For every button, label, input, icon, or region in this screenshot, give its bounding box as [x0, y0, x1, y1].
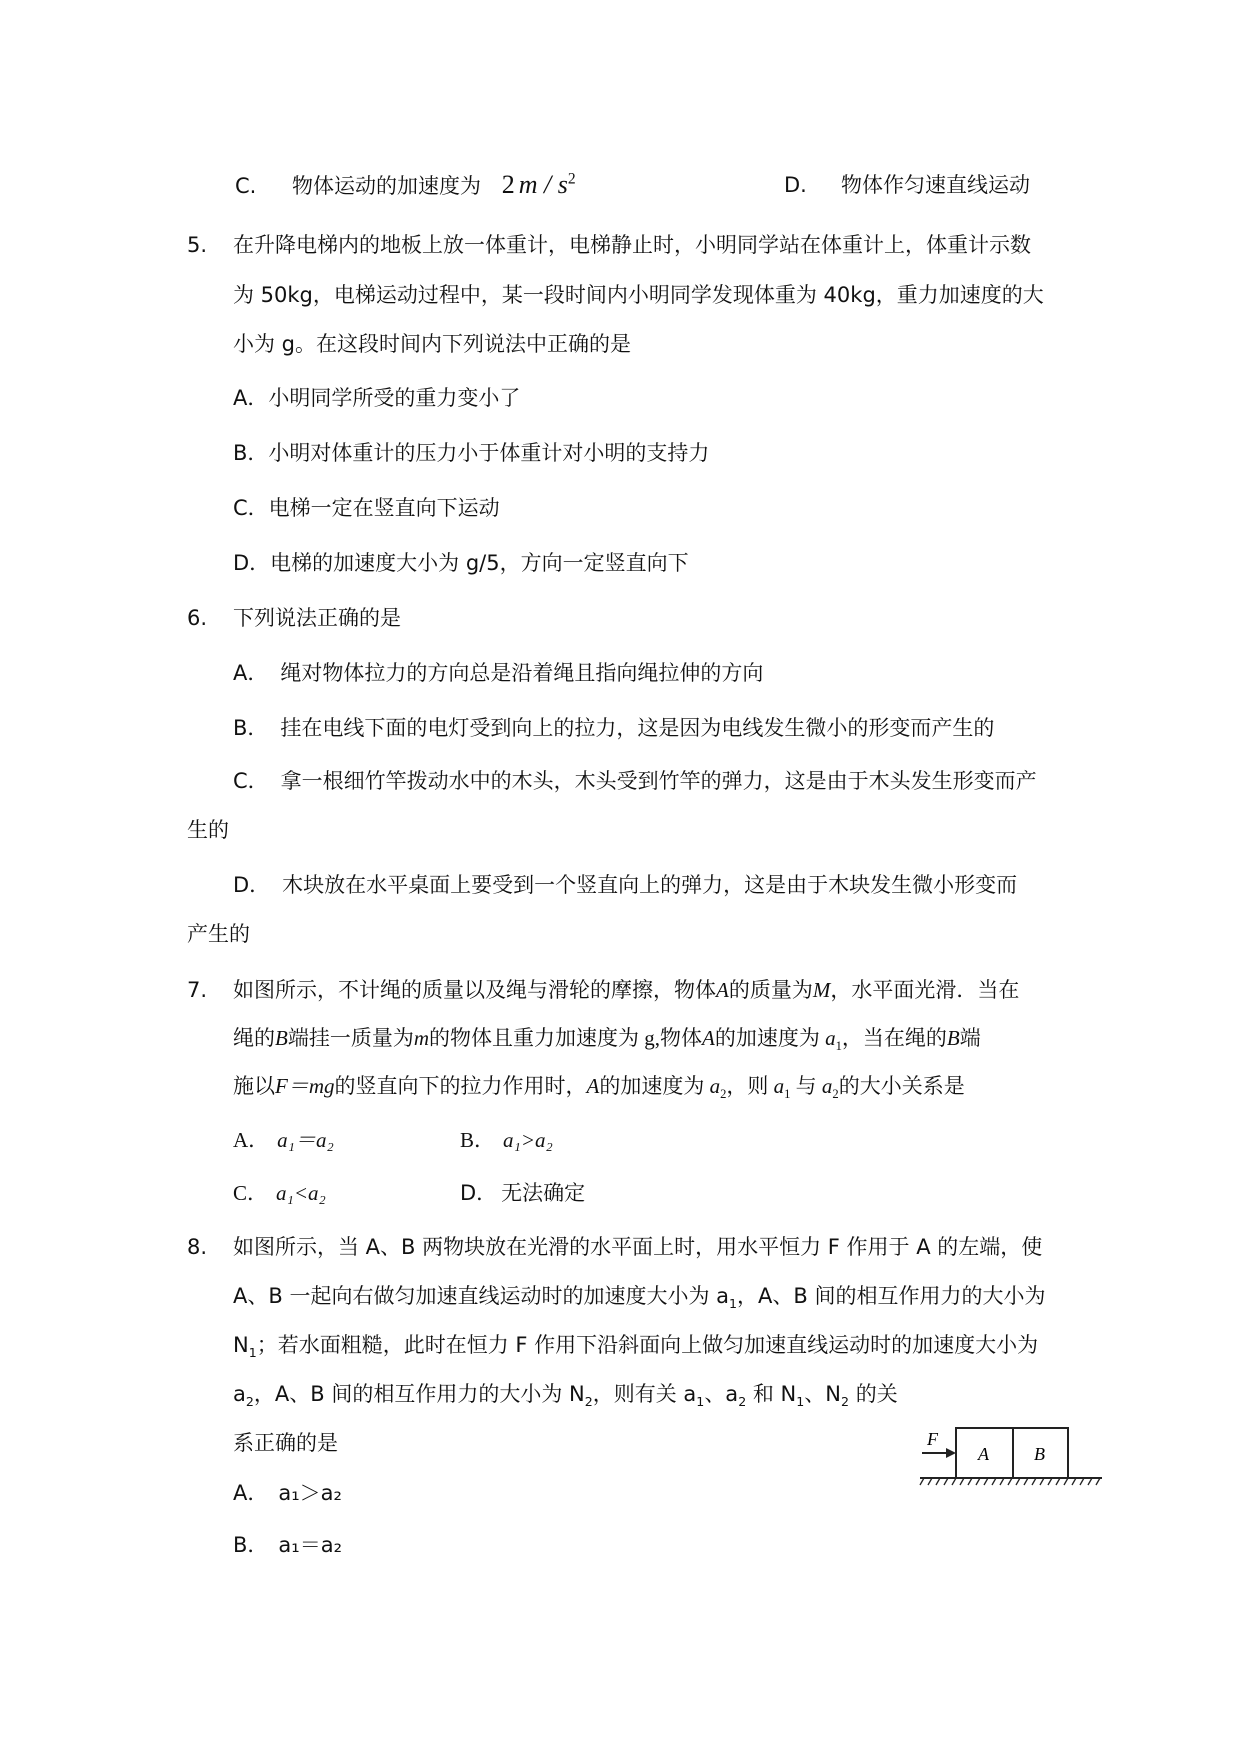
math-expression: 2 m / $s^2$ [501, 170, 576, 199]
option-text: 物体运动的加速度为 [292, 174, 481, 198]
q8-stem-line5: 系正确的是 [233, 1431, 338, 1455]
option-text: 挂在电线下面的电灯受到向上的拉力，这是因为电线发生微小的形变而产生的 [280, 716, 995, 740]
q5-option-c: C．电梯一定在竖直向下运动 [233, 496, 500, 520]
q8-stem-line3: $N_1$；若水面粗糙，此时在恒力 F 作用下沿斜面向上做匀加速直线运动时的加速度大小为 [233, 1333, 1039, 1361]
block-a-label: A [978, 1444, 989, 1464]
option-text: 拿一根细竹竿拨动水中的木头，木头受到竹竿的弹力，这是由于木头发生形变而产 [280, 769, 1037, 793]
q7-option-d: D． 无法确定 [460, 1181, 586, 1205]
option-label: D. [784, 173, 807, 197]
q7-stem-line3: 施以F＝mg的竖直向下的拉力作用时，A的加速度为 $a_2$，则 $a_1$ 与 $a_2$的大小关系是 [233, 1074, 965, 1102]
q8-blocks-figure [912, 1420, 1112, 1490]
option-label: B． [233, 716, 269, 740]
q7-stem-line2: 绳的B端挂一质量为m的物体且重力加速度为 g,物体A的加速度为 $a_1$，当在绳的B端 [233, 1026, 981, 1054]
q7-stem-line1: 如图所示，不计绳的质量以及绳与滑轮的摩擦，物体A的质量为M，水平面光滑．当在 [233, 978, 1020, 1002]
force-label: F [927, 1429, 938, 1449]
option-text: 绳对物体拉力的方向总是沿着绳且指向绳拉伸的方向 [280, 661, 764, 685]
question-number-8: 8. [187, 1235, 208, 1259]
option-text: 物体作匀速直线运动 [841, 173, 1030, 197]
q6-option-c [233, 766, 1037, 796]
q4-option-c [235, 170, 576, 201]
question-number-5: 5. [187, 233, 208, 257]
ground-hatching [920, 1478, 1100, 1485]
option-label: C. [235, 174, 257, 198]
q7-option-a: A． a₁＝a₂ [233, 1128, 334, 1152]
q8-stem-line4: $a_2$，A、B 间的相互作用力的大小为 $N_2$，则有关 $a_1$、$a_2$ 和 $N_1$、$N_2$ 的关 [233, 1382, 898, 1410]
q6-option-c-cont: 生的 [187, 818, 229, 842]
option-text: 木块放在水平桌面上要受到一个竖直向上的弹力，这是由于木块发生微小形变而 [282, 873, 1018, 897]
q5-stem-line3: 小为 g。在这段时间内下列说法中正确的是 [233, 332, 632, 356]
q5-option-b: B．小明对体重计的压力小于体重计对小明的支持力 [233, 441, 710, 465]
q8-option-b: B． a₁＝a₂ [233, 1533, 342, 1557]
q8-option-a: A． a₁＞a₂ [233, 1481, 342, 1505]
option-label: C． [233, 769, 269, 793]
q5-stem-line1: 在升降电梯内的地板上放一体重计，电梯静止时，小明同学站在体重计上，体重计示数 [233, 233, 1031, 257]
q6-option-b [233, 713, 994, 743]
q6-stem: 下列说法正确的是 [233, 606, 401, 630]
question-number-6: 6. [187, 606, 208, 630]
q7-option-b: B． a₁>a₂ [460, 1128, 553, 1152]
q6-option-d-cont: 产生的 [187, 922, 250, 946]
question-number-7: 7. [187, 978, 208, 1002]
q5-option-d: D．电梯的加速度大小为 g/5，方向一定竖直向下 [233, 551, 689, 575]
q5-stem-line2: 为 50kg，电梯运动过程中，某一段时间内小明同学发现体重为 40kg，重力加速度的大 [233, 283, 1044, 307]
block-b-label: B [1034, 1444, 1045, 1464]
q4-option-d [784, 170, 1030, 200]
q8-stem-line1: 如图所示，当 A、B 两物块放在光滑的水平面上时，用水平恒力 F 作用于 A 的左端，使 [233, 1235, 1043, 1259]
option-label: A． [233, 661, 269, 685]
q8-stem-line2: A、B 一起向右做匀加速直线运动时的加速度大小为 $a_1$，A、B 间的相互作用力的大小为 [233, 1284, 1046, 1312]
option-label: D． [233, 873, 271, 897]
q6-option-d [233, 870, 1017, 900]
q7-option-c: C． a₁<a₂ [233, 1181, 326, 1205]
q6-option-a [233, 658, 763, 688]
q5-option-a: A．小明同学所受的重力变小了 [233, 386, 521, 410]
